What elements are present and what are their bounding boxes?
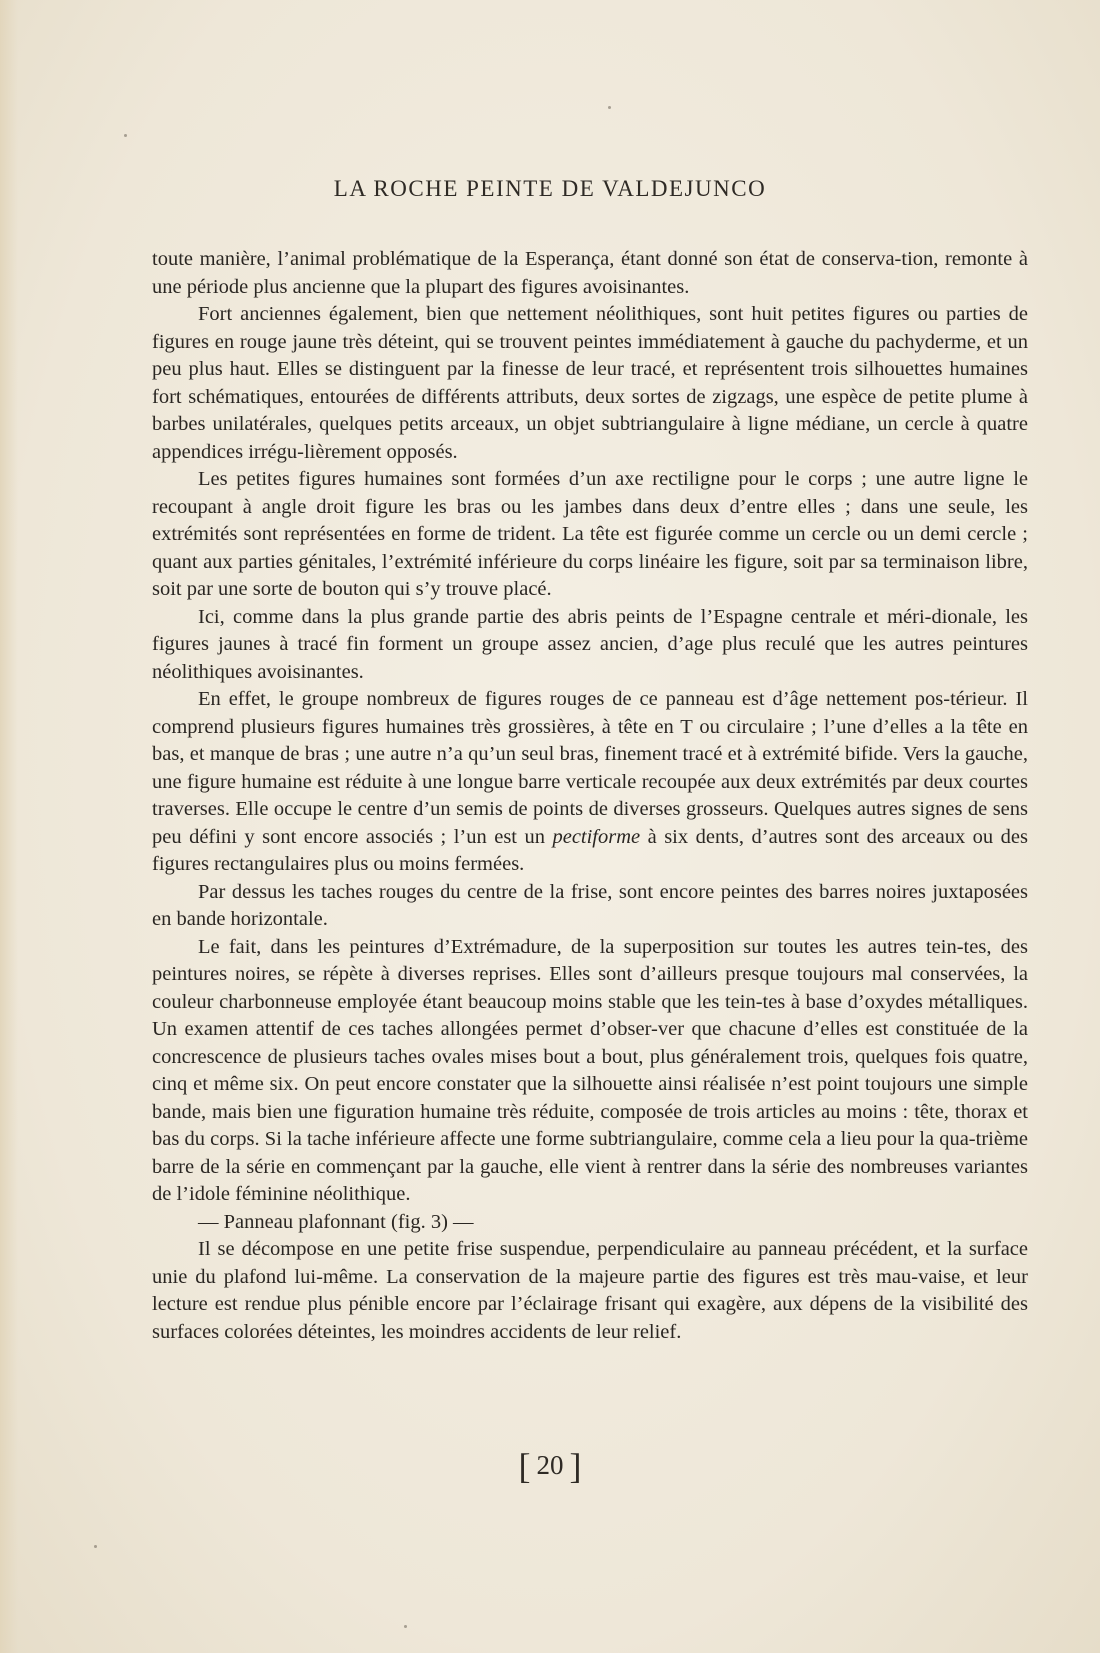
page-number-value: 20: [536, 1450, 564, 1480]
folio-bracket-open: [: [518, 1446, 531, 1486]
page-number: [0, 1448, 1100, 1484]
paragraph: Fort anciennes également, bien que nettement néolithiques, sont huit petites figures ou parties de figures en rouge jaune très déteint, qui se trouvent peintes immédiatement à gauche du pachyderme, et un peu plus haut. Elles se distinguent par la finesse de leur tracé, et représentent trois silhouettes humaines fort schématiques, entourées de différents attributs, deux sortes de zigzags, une espèce de petite plume à barbes unilatérales, quelques petits arceaux, un objet subtriangulaire à ligne médiane, un cercle à quatre appendices irrégu-lièrement opposés.: [152, 303, 1028, 463]
paragraph: Ici, comme dans la plus grande partie des abris peints de l’Espagne centrale et méri-dionale, les figures jaunes à tracé fin forment un groupe assez ancien, d’age plus reculé que les autres peintures néolithiques avoisinantes.: [152, 605, 1028, 683]
paper-speck: [404, 1625, 407, 1628]
italic-term: pectiforme: [552, 825, 641, 848]
paragraph: Le fait, dans les peintures d’Extrémadure, de la superposition sur toutes les autres tein-tes, des peintures noires, se répète à diverses reprises. Elles sont d’ailleurs presque toujours mal conservées, la couleur charbonneuse employée étant beaucoup moins stable que les tein-tes à base d’oxydes métalliques. Un examen attentif de ces taches allongées permet d’obser-ver que chacune d’elles est constituée de la concrescence de plusieurs taches ovales mises bout a bout, plus généralement trois, quelques fois quatre, cinq et même six. On peut encore constater que la silhouette ainsi réalisée n’est point toujours une simple bande, mais bien une figuration humaine très réduite, composée de trois articles au moins : tête, thorax et bas du corps. Si la tache inférieure affecte une forme subtriangulaire, comme cela a lieu pour la qua-trième barre de la série en commençant par la gauche, elle vient à rentrer dans la série des nombreuses variantes de l’idole féminine néolithique.: [152, 935, 1028, 1205]
folio-bracket-close: ]: [569, 1446, 582, 1486]
running-title: LA ROCHE PEINTE DE VALDEJUNCO: [333, 176, 767, 201]
paper-speck: [124, 134, 127, 137]
paragraph: toute manière, l’animal problématique de la Esperança, étant donné son état de conserva-tion, remonte à une période plus ancienne que la plupart des figures avoisinantes.: [152, 248, 1028, 298]
paper-speck: [94, 1545, 97, 1548]
paragraph: Par dessus les taches rouges du centre de la frise, sont encore peintes des barres noires juxtaposées en bande horizontale.: [152, 880, 1028, 930]
paragraph-text: En effet, le groupe nombreux de figures rouges de ce panneau est d’âge nettement pos-térieur. Il comprend plusieurs figures humaines très grossières, à tête en T ou circulaire ; l’une d’elles a la tête en bas, et manque de bras ; une autre n’a qu’un seul bras, finement tracé et à extrémité bifide. Vers la gauche, une figure humaine est réduite à une longue barre verticale recoupée aux deux extrémités par deux courtes traverses. Elle occupe le centre d’un semis de points de diverses grosseurs. Quelques autres signes de sens peu défini y sont encore associés ; l’un est un: [152, 688, 1028, 848]
section-heading: — Panneau plafonnant (fig. 3) —: [198, 1210, 474, 1233]
paragraph: [152, 686, 1028, 879]
paragraph: Les petites figures humaines sont formées d’un axe rectiligne pour le corps ; une autre ligne le recoupant à angle droit figure les bras ou les jambes dans deux d’entre elles ; dans une seule, les extrémités sont représentées en forme de trident. La tête est figurée comme un cercle ou un demi cercle ; quant aux parties génitales, l’extrémité inférieure du corps linéaire les figure, soit par sa terminaison libre, soit par une sorte de bouton qui s’y trouve placé.: [152, 468, 1028, 600]
paragraph: Il se décompose en une petite frise suspendue, perpendiculaire au panneau précédent, et la surface unie du plafond lui-même. La conservation de la majeure partie des figures est très mau-vaise, et leur lecture est rendue plus pénible encore par l’éclairage frisant qui exagère, aux dépens de la visibilité des surfaces colorées déteintes, les moindres accidents de leur relief.: [152, 1238, 1028, 1343]
paper-speck: [608, 106, 611, 109]
body-text: [152, 246, 1028, 1346]
paragraph-text: à six dents, d’autres sont des arceaux ou des figures rectangulaires plus ou moins fermées.: [152, 825, 1028, 875]
